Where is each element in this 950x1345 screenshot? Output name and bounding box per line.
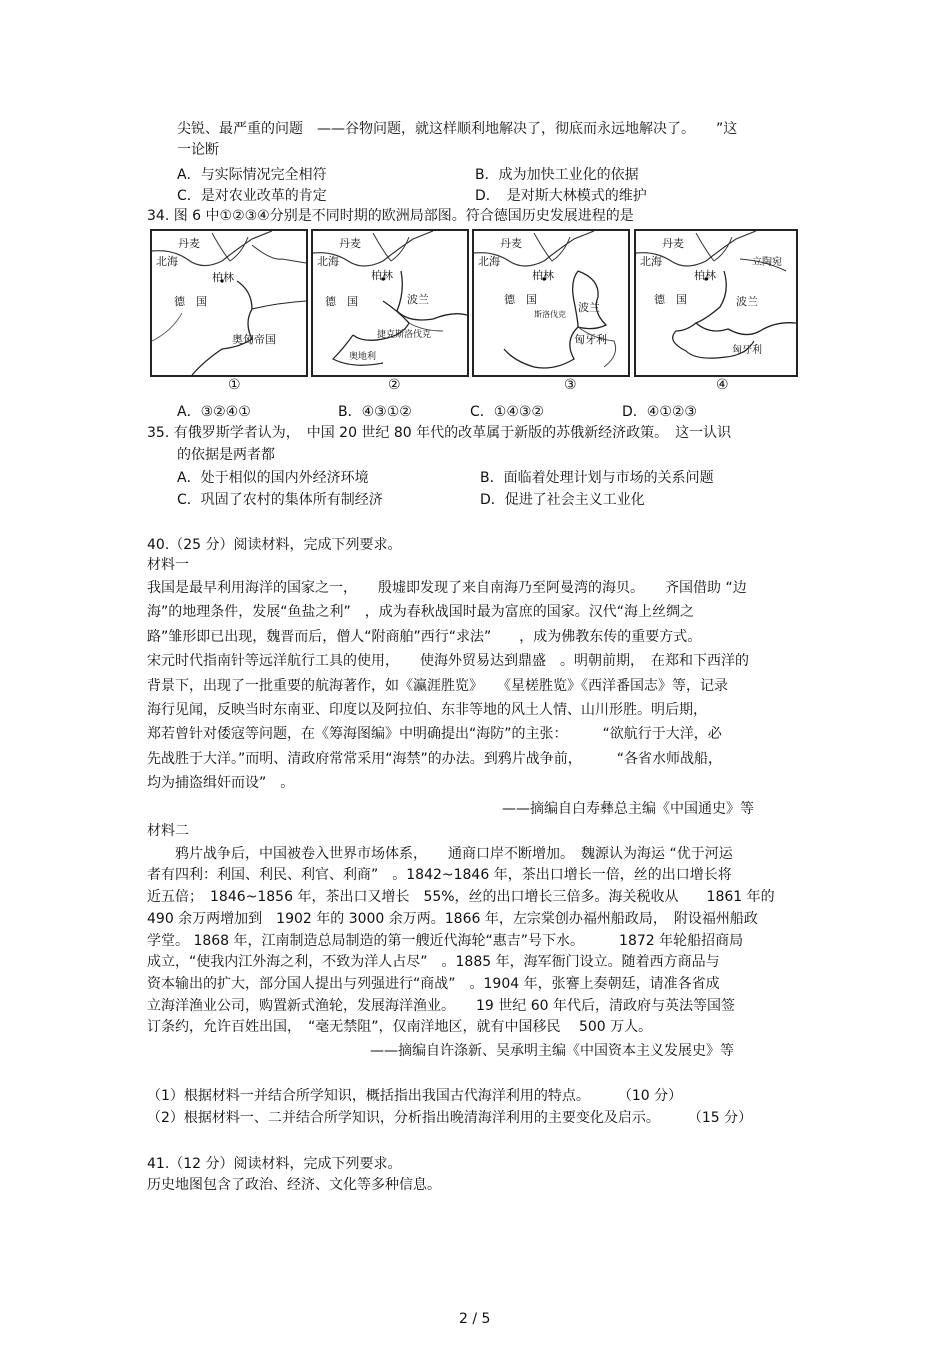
map-3-denmark-label: 丹麦: [500, 237, 522, 250]
q33-line1: 尖锐、最严重的问题 ——谷物问题，就这样顺利地解决了，彻底而永远地解决了。 ”这: [177, 121, 738, 137]
q40-requirement-2: （2）根据材料一、二并结合所学知识，分析指出晚清海洋利用的主要变化及启示。 （15 分）: [147, 1110, 753, 1126]
map-3-germany-label: 德 国: [504, 293, 537, 306]
q33-option-a: A．与实际情况完全相符: [177, 167, 327, 183]
map-1-berlin-label: 柏林: [212, 271, 234, 284]
q40-material2-line: 490 余万两增加到 1902 年的 3000 余万两。1866 年，左宗棠创办福州船政局， 附设福州船政: [147, 911, 758, 927]
q35-line1: 35. 有俄罗斯学者认为， 中国 20 世纪 80 年代的改革属于新版的苏俄新经济政策。 这一认识: [147, 425, 732, 441]
q40-material2-title: 材料二: [147, 823, 189, 839]
map-1-austria-hungary-label: 奥匈帝国: [232, 333, 276, 346]
q40-material2-line: 订条约，允许百姓出国， “毫无禁阻”，仅南洋地区，就有中国移民 500 万人。: [147, 1019, 653, 1035]
q40-material2-line: 立海洋渔业公司，购置新式渔轮，发展海洋渔业。 19 世纪 60 年代后，清政府与英法等国签: [147, 998, 735, 1014]
map-3-poland-label: 波兰: [578, 301, 600, 314]
map-2-germany-label: 德 国: [325, 295, 358, 308]
q33-option-d: D． 是对斯大林模式的维护: [475, 188, 647, 204]
map-3-berlin-label: 柏林: [532, 269, 554, 282]
q40-material2-line: 资本输出的扩大，部分国人提出与列强进行“商战” 。1904 年，张謇上奏朝廷，请准各省成: [147, 976, 720, 992]
q35-line2: 的依据是两者都: [177, 447, 275, 463]
q34-option-b: B．④③①②: [338, 404, 412, 420]
q34-stem: 34. 图 6 中①②③④分别是不同时期的欧洲局部图。符合德国历史发展进程的是: [147, 208, 634, 224]
q35-option-d: D．促进了社会主义工业化: [480, 492, 645, 508]
q41-line1: 历史地图包含了政治、经济、文化等多种信息。: [147, 1177, 441, 1193]
q35-option-c: C．巩固了农村的集体所有制经济: [177, 492, 383, 508]
q35-option-b: B．面临着处理计划与市场的关系问题: [480, 470, 714, 486]
map-2-poland-label: 波兰: [407, 293, 429, 306]
q35-option-a: A．处于相似的国内外经济环境: [177, 470, 369, 486]
map-2-berlin-label: 柏林: [371, 269, 393, 282]
q40-material2-line: 学堂。 1868 年，江南制造总局制造的第一艘近代海轮“惠吉”号下水。 1872 年轮船招商局: [147, 933, 744, 949]
map-4-poland-label: 波兰: [736, 295, 758, 308]
q40-material1-source: ——摘编自白寿彝总主编《中国通史》等: [502, 801, 754, 817]
map-1-denmark-label: 丹麦: [178, 237, 200, 250]
map-2-number: ②: [388, 377, 401, 393]
q40-material1-line: 宋元时代指南针等远洋航行工具的使用， 使海外贸易达到鼎盛 。明朝前期， 在郑和下西洋的: [147, 653, 749, 669]
q40-material2-line: 鸦片战争后，中国被卷入世界市场体系， 通商口岸不断增加。 魏源认为海运 “优于河运: [147, 846, 733, 862]
map-3-slovakia-label: 斯洛伐克: [534, 310, 566, 319]
q40-requirement-1: （1）根据材料一并结合所学知识，概括指出我国古代海洋利用的特点。 （10 分）: [147, 1088, 683, 1104]
q33-option-c: C．是对农业改革的肯定: [177, 188, 327, 204]
map-4-hungary-label: 匈牙利: [732, 345, 762, 356]
page-number: 2 / 5: [459, 1311, 491, 1327]
q34-map-figure: [150, 229, 800, 379]
map-4-denmark-label: 丹麦: [662, 237, 684, 250]
map-4: [634, 229, 798, 377]
q40-material1-line: 郑若曾针对倭寇等问题，在《筹海图编》中明确提出“海防”的主张： “欲航行于大洋，必: [147, 726, 722, 742]
map-1: [150, 229, 308, 377]
map-4-number: ④: [716, 377, 729, 393]
map-2-czechoslovakia-label: 捷克斯洛伐克: [377, 330, 432, 340]
map-4-north-sea-label: 北海: [640, 255, 662, 268]
q40-heading: 40.（25 分）阅读材料，完成下列要求。: [147, 537, 402, 553]
map-1-number: ①: [228, 377, 241, 393]
q40-material1-line: 海行见闻，反映当时东南亚、印度以及阿拉伯、东非等地的风土人情、山川形胜。明后期，: [147, 702, 707, 718]
q34-option-a: A．③②④①: [177, 404, 251, 420]
map-3: [472, 229, 630, 377]
map-3-north-sea-label: 北海: [478, 255, 500, 268]
q40-material2-line: 近五倍； 1846~1856 年，茶出口又增长 55%，丝的出口增长三倍多。海关税收从 1861 年的: [147, 889, 775, 905]
q40-material1-line: 路”雏形即已出现，魏晋而后，僧人“附商舶”西行“求法” ，成为佛教东传的重要方式。: [147, 629, 702, 645]
q40-material1-line: 海”的地理条件，发展“鱼盐之利” ，成为春秋战国时最为富庶的国家。汉代“海上丝绸之: [147, 604, 695, 620]
q33-option-b: B．成为加快工业化的依据: [475, 167, 639, 183]
q41-heading: 41.（12 分）阅读材料，完成下列要求。: [147, 1156, 402, 1172]
q33-line2: 一论断: [177, 142, 219, 158]
map-2-north-sea-label: 北海: [317, 255, 339, 268]
q34-option-c: C．①④③②: [470, 404, 544, 420]
map-2: [311, 229, 469, 377]
q40-material2-line: 者有四利：利国、利民、利官、利商” 。1842~1846 年，茶出口增长一倍，丝的出口增长将: [147, 867, 732, 883]
map-2-austria-label: 奥地利: [349, 352, 377, 362]
map-1-north-sea-label: 北海: [156, 255, 178, 268]
q40-material2-line: 成立，“使我内江外海之利，不致为洋人占尽” 。1885 年，海军衙门设立。随着西方商品与: [147, 954, 720, 970]
map-2-denmark-label: 丹麦: [339, 237, 361, 250]
map-3-number: ③: [564, 377, 577, 393]
map-4-lithuania-label: 立陶宛: [752, 257, 782, 268]
q40-material1-line: 背景下，出现了一批重要的航海著作，如《瀛涯胜览》 《星槎胜览》《西洋番国志》等，记录: [147, 678, 728, 694]
q40-material1-line: 我国是最早利用海洋的国家之一， 殷墟即发现了来自南海乃至阿曼湾的海贝。 齐国借助 “边: [147, 580, 747, 596]
map-4-germany-label: 德 国: [654, 293, 687, 306]
map-3-hungary-label: 匈牙利: [574, 333, 607, 346]
q40-material1-line: 先战胜于大洋。”而明、清政府常常采用“海禁”的办法。到鸦片战争前， “各省水师战船，: [147, 751, 723, 767]
q34-option-d: D．④①②③: [622, 404, 697, 420]
map-4-berlin-label: 柏林: [694, 269, 716, 282]
q40-material1-line: 均为捕盗缉奸而设” 。: [147, 775, 295, 791]
q40-material1-title: 材料一: [147, 557, 189, 573]
map-1-germany-label: 德 国: [174, 295, 207, 308]
q40-material2-source: ——摘编自许涤新、吴承明主编《中国资本主义发展史》等: [370, 1043, 734, 1059]
